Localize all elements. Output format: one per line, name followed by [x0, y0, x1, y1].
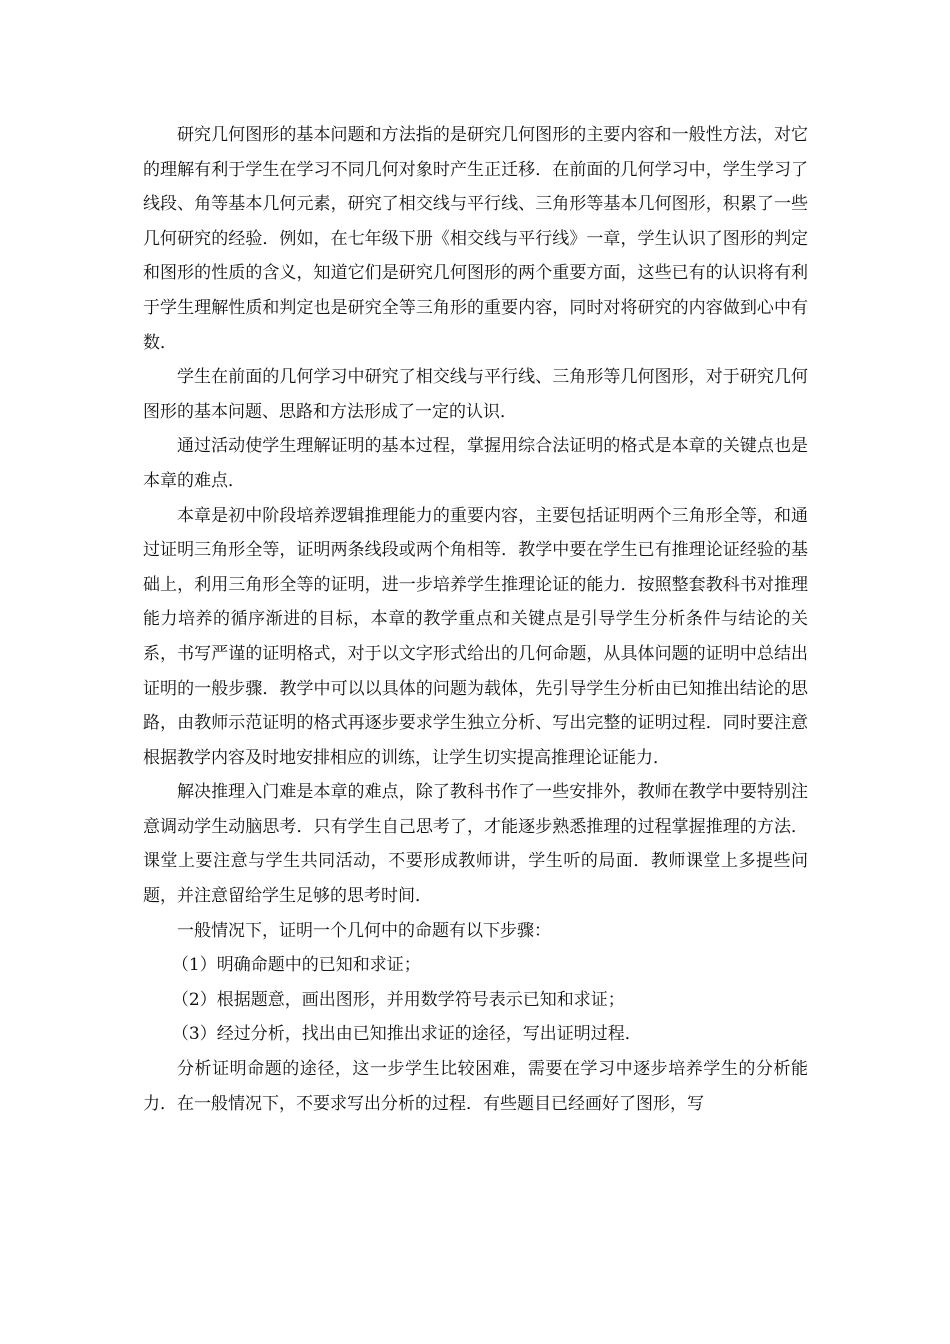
paragraph-prior-learning: 学生在前面的几何学习中研究了相交线与平行线、三角形等几何图形，对于研究几何图形的基本问题、思路和方法形成了一定的认识． — [143, 367, 808, 422]
paragraph-research-methods: 研究几何图形的基本问题和方法指的是研究几何图形的主要内容和一般性方法，对它的理解有利于学生在学习不同几何对象时产生正迁移．在前面的几何学习中，学生学习了线段、角等基本几何元素，研究了相交线与平行线、三角形等基本几何图形，积累了一些几何研究的经验．例如，在七年级下册《相交线与平行线》一章，学生认识了图形的判定和图形的性质的含义，知道它们是研究几何图形的两个重要方面，这些已有的认识将有利于学生理解性质和判定也是研究全等三角形的重要内容，同时对将研究的内容做到心中有数． — [143, 125, 808, 353]
step-item-2: （2）根据题意，画出图形，并用数学符号表示已知和求证； — [171, 989, 625, 1010]
document-page — [143, 118, 808, 1121]
step-item-3: （3）经过分析，找出由已知推出求证的途径，写出证明过程． — [171, 1024, 642, 1045]
paragraph-chapter-overview: 本章是初中阶段培养逻辑推理能力的重要内容，主要包括证明两个三角形全等，和通过证明三角形全等，证明两条线段或两个角相等．教学中要在学生已有推理论证经验的基础上，利用三角形全等的证明，进一步培养学生推理论证的能力．按照整套教科书对推理能力培养的循序渐进的目标，本章的教学重点和关键点是引导学生分析条件与结论的关系，书写严谨的证明格式，对于以文字形式给出的几何命题，从具体问题的证明中总结出证明的一般步骤．教学中可以以具体的问题为载体，先引导学生分析由已知推出结论的思路，由教师示范证明的格式再逐步要求学生独立分析、写出完整的证明过程．同时要注意根据教学内容及时地安排相应的训练，让学生切实提高推理论证能力． — [143, 505, 808, 768]
paragraph-analysis: 分析证明命题的途径，这一步学生比较困难，需要在学习中逐步培养学生的分析能力．在一般情况下，不要求写出分析的过程．有些题目已经画好了图形，写 — [143, 1059, 808, 1114]
step-item-1: （1）明确命题中的已知和求证； — [171, 955, 421, 976]
paragraph-difficulty: 解决推理入门难是本章的难点，除了教科书作了一些安排外，教师在教学中要特别注意调动学生动脑思考．只有学生自己思考了，才能逐步熟悉推理的过程掌握推理的方法．课堂上要注意与学生共同活动，不要形成教师讲，学生听的局面．教师课堂上多提些问题，并注意留给学生足够的思考时间． — [143, 782, 808, 907]
paragraph-key-point: 通过活动使学生理解证明的基本过程，掌握用综合法证明的格式是本章的关键点也是本章的难点． — [143, 436, 808, 491]
paragraph-steps-intro: 一般情况下，证明一个几何中的命题有以下步骤： — [177, 920, 551, 941]
